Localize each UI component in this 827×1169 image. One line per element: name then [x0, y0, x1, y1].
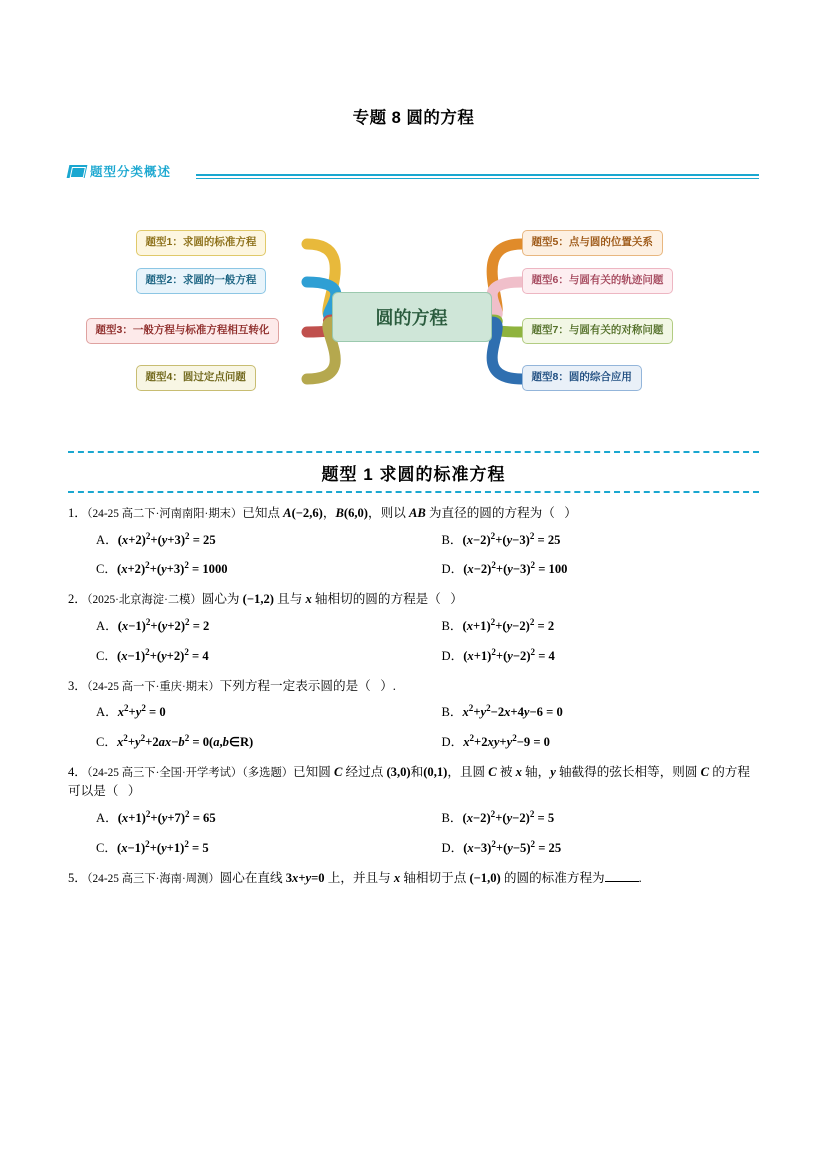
option-c[interactable]: C．$x^2+y^2+2ax-b^2$ = 0(a,b∈R) — [96, 732, 254, 749]
mindmap-node-right-1 — [522, 230, 663, 256]
option-d[interactable]: D．$x^2+2xy+y^2-9 = 0$ — [441, 732, 550, 749]
flag-icon — [67, 165, 88, 178]
mindmap-node-right-3 — [522, 318, 674, 344]
question-item — [68, 677, 759, 752]
option-d[interactable]: D．$(x+1)^2+(y-2)^2 = 4$ — [441, 646, 555, 663]
option-label: C． — [96, 735, 117, 749]
mindmap-node-left-3 — [86, 318, 280, 344]
question-stem: 3．（24-25 高一下·重庆·期末）下列方程一定表示圆的是（ ）. — [68, 678, 396, 693]
mindmap-center-node: 圆的方程 — [332, 292, 492, 342]
question-item — [68, 504, 759, 579]
option-b[interactable]: B．$(x-2)^2+(y-2)^2 = 5$ — [441, 808, 555, 825]
question-item — [68, 590, 759, 665]
section-badge — [68, 162, 171, 180]
mindmap-node-right-2 — [522, 268, 674, 294]
mindmap-node-label: 题型6：与圆有关的轨迹问题 — [531, 274, 664, 286]
mindmap-node-label: 题型8：圆的综合应用 — [531, 371, 632, 383]
mindmap-node-left-4 — [136, 365, 256, 391]
option-label: B． — [441, 705, 463, 720]
question-item — [68, 763, 759, 858]
mindmap-node-label: 题型2：求圆的一般方程 — [145, 274, 257, 286]
option-label: C． — [96, 648, 117, 663]
option-a[interactable]: A．$(x+1)^2+(y+7)^2 = 65$ — [96, 808, 216, 825]
question-number: 4． — [68, 764, 87, 779]
option-grid — [68, 531, 759, 580]
option-grid — [68, 617, 759, 666]
question-stem: 4．（24-25 高三下·全国·开学考试）（多选题）已知圆 C 经过点 (3,0)和(0,1)，且圆 C 被 x 轴，y 轴截得的弦长相等，则圆 C 的方程可以是（ ） — [68, 764, 750, 799]
option-label: D． — [441, 562, 464, 577]
option-a[interactable]: A．$(x-1)^2+(y+2)^2 = 2$ — [96, 616, 210, 633]
mindmap-node-label: 题型4：圆过定点问题 — [145, 371, 246, 383]
option-label: D． — [441, 735, 464, 749]
question-number: 3． — [68, 678, 87, 693]
question-number: 1． — [68, 506, 87, 520]
option-d[interactable]: D．$(x-3)^2+(y-5)^2 = 25$ — [441, 838, 562, 855]
option-c[interactable]: C．$(x+2)^2+(y+3)^2 = 1000$ — [96, 560, 228, 577]
mindmap-node-label: 题型5：点与圆的位置关系 — [531, 236, 653, 248]
section-badge-label: 题型分类概述 — [90, 165, 172, 179]
mindmap-node-right-4 — [522, 365, 642, 391]
option-a[interactable]: A．$x^2+y^2 = 0$ — [96, 702, 166, 720]
section-band — [68, 162, 759, 188]
question-source: （24-25 高二下·河南南阳·期末） — [86, 508, 243, 520]
option-label: B． — [441, 532, 463, 547]
question-stem: 5．（24-25 高三下·海南·周测）圆心在直线 3x+y=0 上，并且与 x 轴相切于点 (−1,0) 的圆的标准方程为 . — [68, 870, 642, 885]
question-source: （24-25 高三下·海南·周测） — [86, 872, 220, 885]
question-stem: 1．（24-25 高二下·河南南阳·期末）已知点 A(−2,6)，B(6,0)，则以 AB 为直径的圆的方程为（ ） — [68, 506, 577, 520]
question-source: （24-25 高三下·全国·开学考试）（多选题） — [86, 766, 294, 779]
option-label: A． — [96, 532, 118, 547]
page-title: 专题 8 圆的方程 — [352, 109, 475, 127]
option-b[interactable]: B．$(x+1)^2+(y-2)^2 = 2$ — [441, 616, 555, 633]
section-rule — [196, 174, 759, 176]
tixing-block — [68, 451, 759, 493]
question-number: 5． — [68, 870, 87, 885]
option-label: A． — [96, 618, 118, 633]
question-item — [68, 869, 759, 889]
mindmap-node-label: 题型7：与圆有关的对称问题 — [531, 324, 664, 336]
option-label: A． — [96, 705, 118, 720]
option-grid — [68, 809, 759, 858]
option-c[interactable]: C．$(x-1)^2+(y+2)^2 = 4$ — [96, 646, 209, 663]
option-label: D． — [441, 648, 464, 663]
mindmap — [64, 204, 764, 429]
mindmap-node-left-1 — [136, 230, 267, 256]
option-label: C． — [96, 562, 117, 577]
question-list — [68, 504, 759, 888]
option-label: B． — [441, 618, 463, 633]
dashed-divider-bottom — [68, 491, 759, 493]
question-source: （24-25 高一下·重庆·期末） — [86, 680, 220, 693]
option-label: C． — [96, 840, 117, 855]
option-label: B． — [441, 810, 463, 825]
option-a[interactable]: A．$(x+2)^2+(y+3)^2 = 25$ — [96, 530, 216, 547]
question-source: （2025·北京海淀·二模） — [86, 594, 202, 607]
option-d[interactable]: D．$(x-2)^2+(y-3)^2 = 100$ — [441, 560, 568, 577]
question-stem: 2．（2025·北京海淀·二模）圆心为 (−1,2) 且与 x 轴相切的圆的方程是（ ） — [68, 592, 463, 607]
option-label: D． — [441, 840, 464, 855]
option-c[interactable]: C．$(x-1)^2+(y+1)^2 = 5$ — [96, 838, 209, 855]
mindmap-node-label: 题型3：一般方程与标准方程相互转化 — [95, 324, 270, 336]
mindmap-node-left-2 — [136, 268, 267, 294]
tixing-heading: 题型 1 求圆的标准方程 — [321, 465, 506, 484]
question-number: 2． — [68, 592, 87, 607]
option-grid — [68, 703, 759, 752]
option-b[interactable]: B．$x^2+y^2-2x+4y-6 = 0$ — [441, 702, 563, 720]
option-label: A． — [96, 810, 118, 825]
mindmap-node-label: 题型1：求圆的标准方程 — [145, 236, 257, 248]
option-b[interactable]: B．$(x-2)^2+(y-3)^2 = 25$ — [441, 530, 561, 547]
